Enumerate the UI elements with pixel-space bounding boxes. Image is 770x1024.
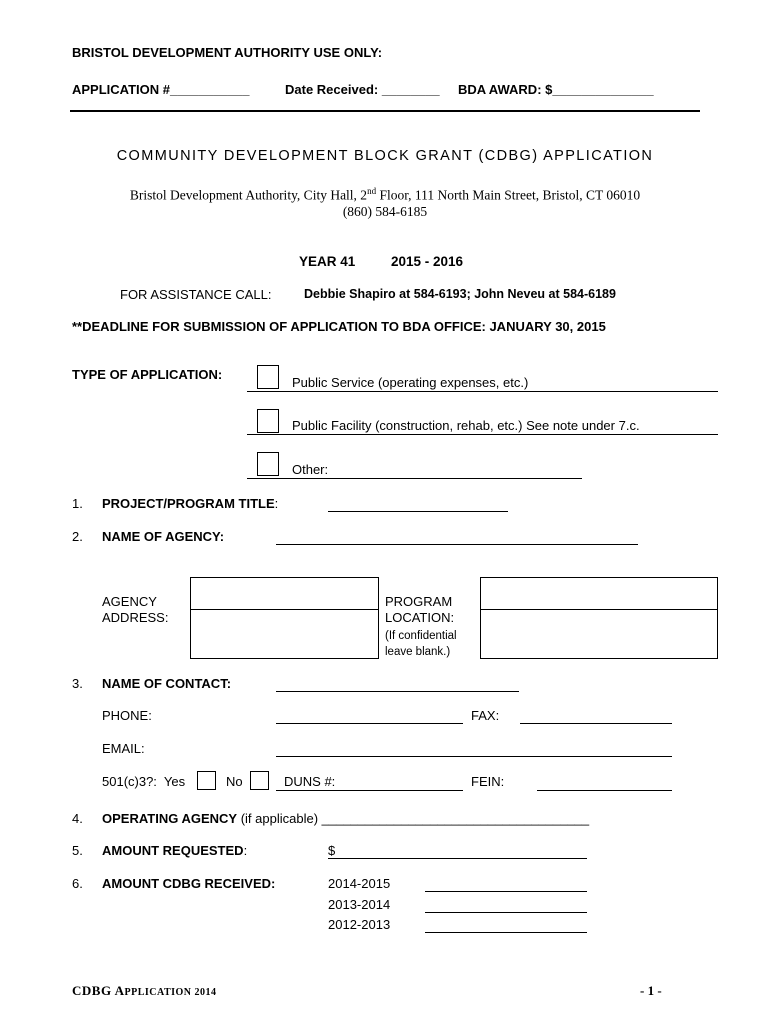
project-title-input[interactable] [328,511,508,512]
type-of-application-label: TYPE OF APPLICATION: [72,367,223,382]
agency-name-input[interactable] [276,544,638,545]
header-divider [70,110,700,112]
fax-input[interactable] [520,723,672,724]
contact-label: NAME OF CONTACT: [102,676,232,691]
email-label: EMAIL: [102,741,145,756]
c3-label: 501(c)3?: Yes [102,774,186,789]
program-location-label: PROGRAM LOCATION: [385,594,455,625]
other-option: Other: [292,462,329,477]
year-label: YEAR 41 [299,254,356,269]
office-address: Bristol Development Authority, City Hall, 2nd Floor, 111 North Main Street, Bristol, CT 06010 [129,186,641,203]
year-2014-2015-input[interactable] [425,891,587,892]
item-number: 6. [72,876,83,891]
year-2012-2013-input[interactable] [425,932,587,933]
date-received-field[interactable]: Date Received: ________ [285,82,440,97]
bda-award-field[interactable]: BDA AWARD: $______________ [458,82,654,97]
year-range: 2015 - 2016 [391,254,464,269]
application-number-field[interactable]: APPLICATION #___________ [72,82,250,97]
box-divider [190,609,379,610]
agency-name-label: NAME OF AGENCY: [102,529,225,544]
project-title-label: PROJECT/PROGRAM TITLE: [102,496,279,511]
phone-input[interactable] [276,723,463,724]
footer-label: CDBG APPLICATION 2014 [72,983,217,998]
fein-label: FEIN: [471,774,505,789]
amount-requested-input[interactable] [328,858,587,859]
item-number: 5. [72,843,83,858]
assistance-label: FOR ASSISTANCE CALL: [120,287,272,302]
year-2013-2014-label: 2013-2014 [328,897,391,912]
item-number: 4. [72,811,83,826]
c3-no-label: No [226,774,243,789]
page-number: - 1 - [640,983,662,998]
public-service-checkbox[interactable] [257,365,279,389]
item-number: 3. [72,676,83,691]
amount-requested-label: AMOUNT REQUESTED: [102,843,248,858]
agency-address-label: AGENCY ADDRESS: [102,594,169,625]
page-title: COMMUNITY DEVELOPMENT BLOCK GRANT (CDBG) APPLICATION [116,148,654,164]
email-input[interactable] [276,756,672,757]
other-checkbox[interactable] [257,452,279,476]
year-2012-2013-label: 2012-2013 [328,917,391,932]
program-location-note: (If confidential leave blank.) [385,630,457,658]
option-underline [247,434,718,435]
public-facility-checkbox[interactable] [257,409,279,433]
amount-received-label: AMOUNT CDBG RECEIVED: [102,876,276,891]
office-phone: (860) 584-6185 [342,204,428,219]
year-2014-2015-label: 2014-2015 [328,876,391,891]
duns-label: DUNS #: [284,774,336,789]
year-2013-2014-input[interactable] [425,912,587,913]
program-location-box[interactable] [480,577,718,659]
item-number: 2. [72,529,83,544]
item-number: 1. [72,496,83,511]
assistance-contacts: Debbie Shapiro at 584-6193; John Neveu at 584-6189 [304,287,616,301]
public-service-option: Public Service (operating expenses, etc.) [292,375,529,390]
other-input-line[interactable] [247,478,582,479]
public-facility-option: Public Facility (construction, rehab, etc.) See note under 7.c. [292,418,640,433]
use-only-label: BRISTOL DEVELOPMENT AUTHORITY USE ONLY: [72,45,383,60]
duns-input[interactable] [276,790,463,791]
deadline-notice: **DEADLINE FOR SUBMISSION OF APPLICATION TO BDA OFFICE: JANUARY 30, 2015 [72,319,606,334]
c3-yes-checkbox[interactable] [197,771,216,790]
operating-agency-field[interactable]: OPERATING AGENCY (if applicable) _____________________________________ [102,811,590,826]
contact-input[interactable] [276,691,519,692]
agency-address-box[interactable] [190,577,379,659]
dollar-sign: $ [328,843,336,858]
fein-input[interactable] [537,790,672,791]
box-divider [480,609,718,610]
option-underline [247,391,718,392]
c3-no-checkbox[interactable] [250,771,269,790]
fax-label: FAX: [471,708,500,723]
phone-label: PHONE: [102,708,152,723]
